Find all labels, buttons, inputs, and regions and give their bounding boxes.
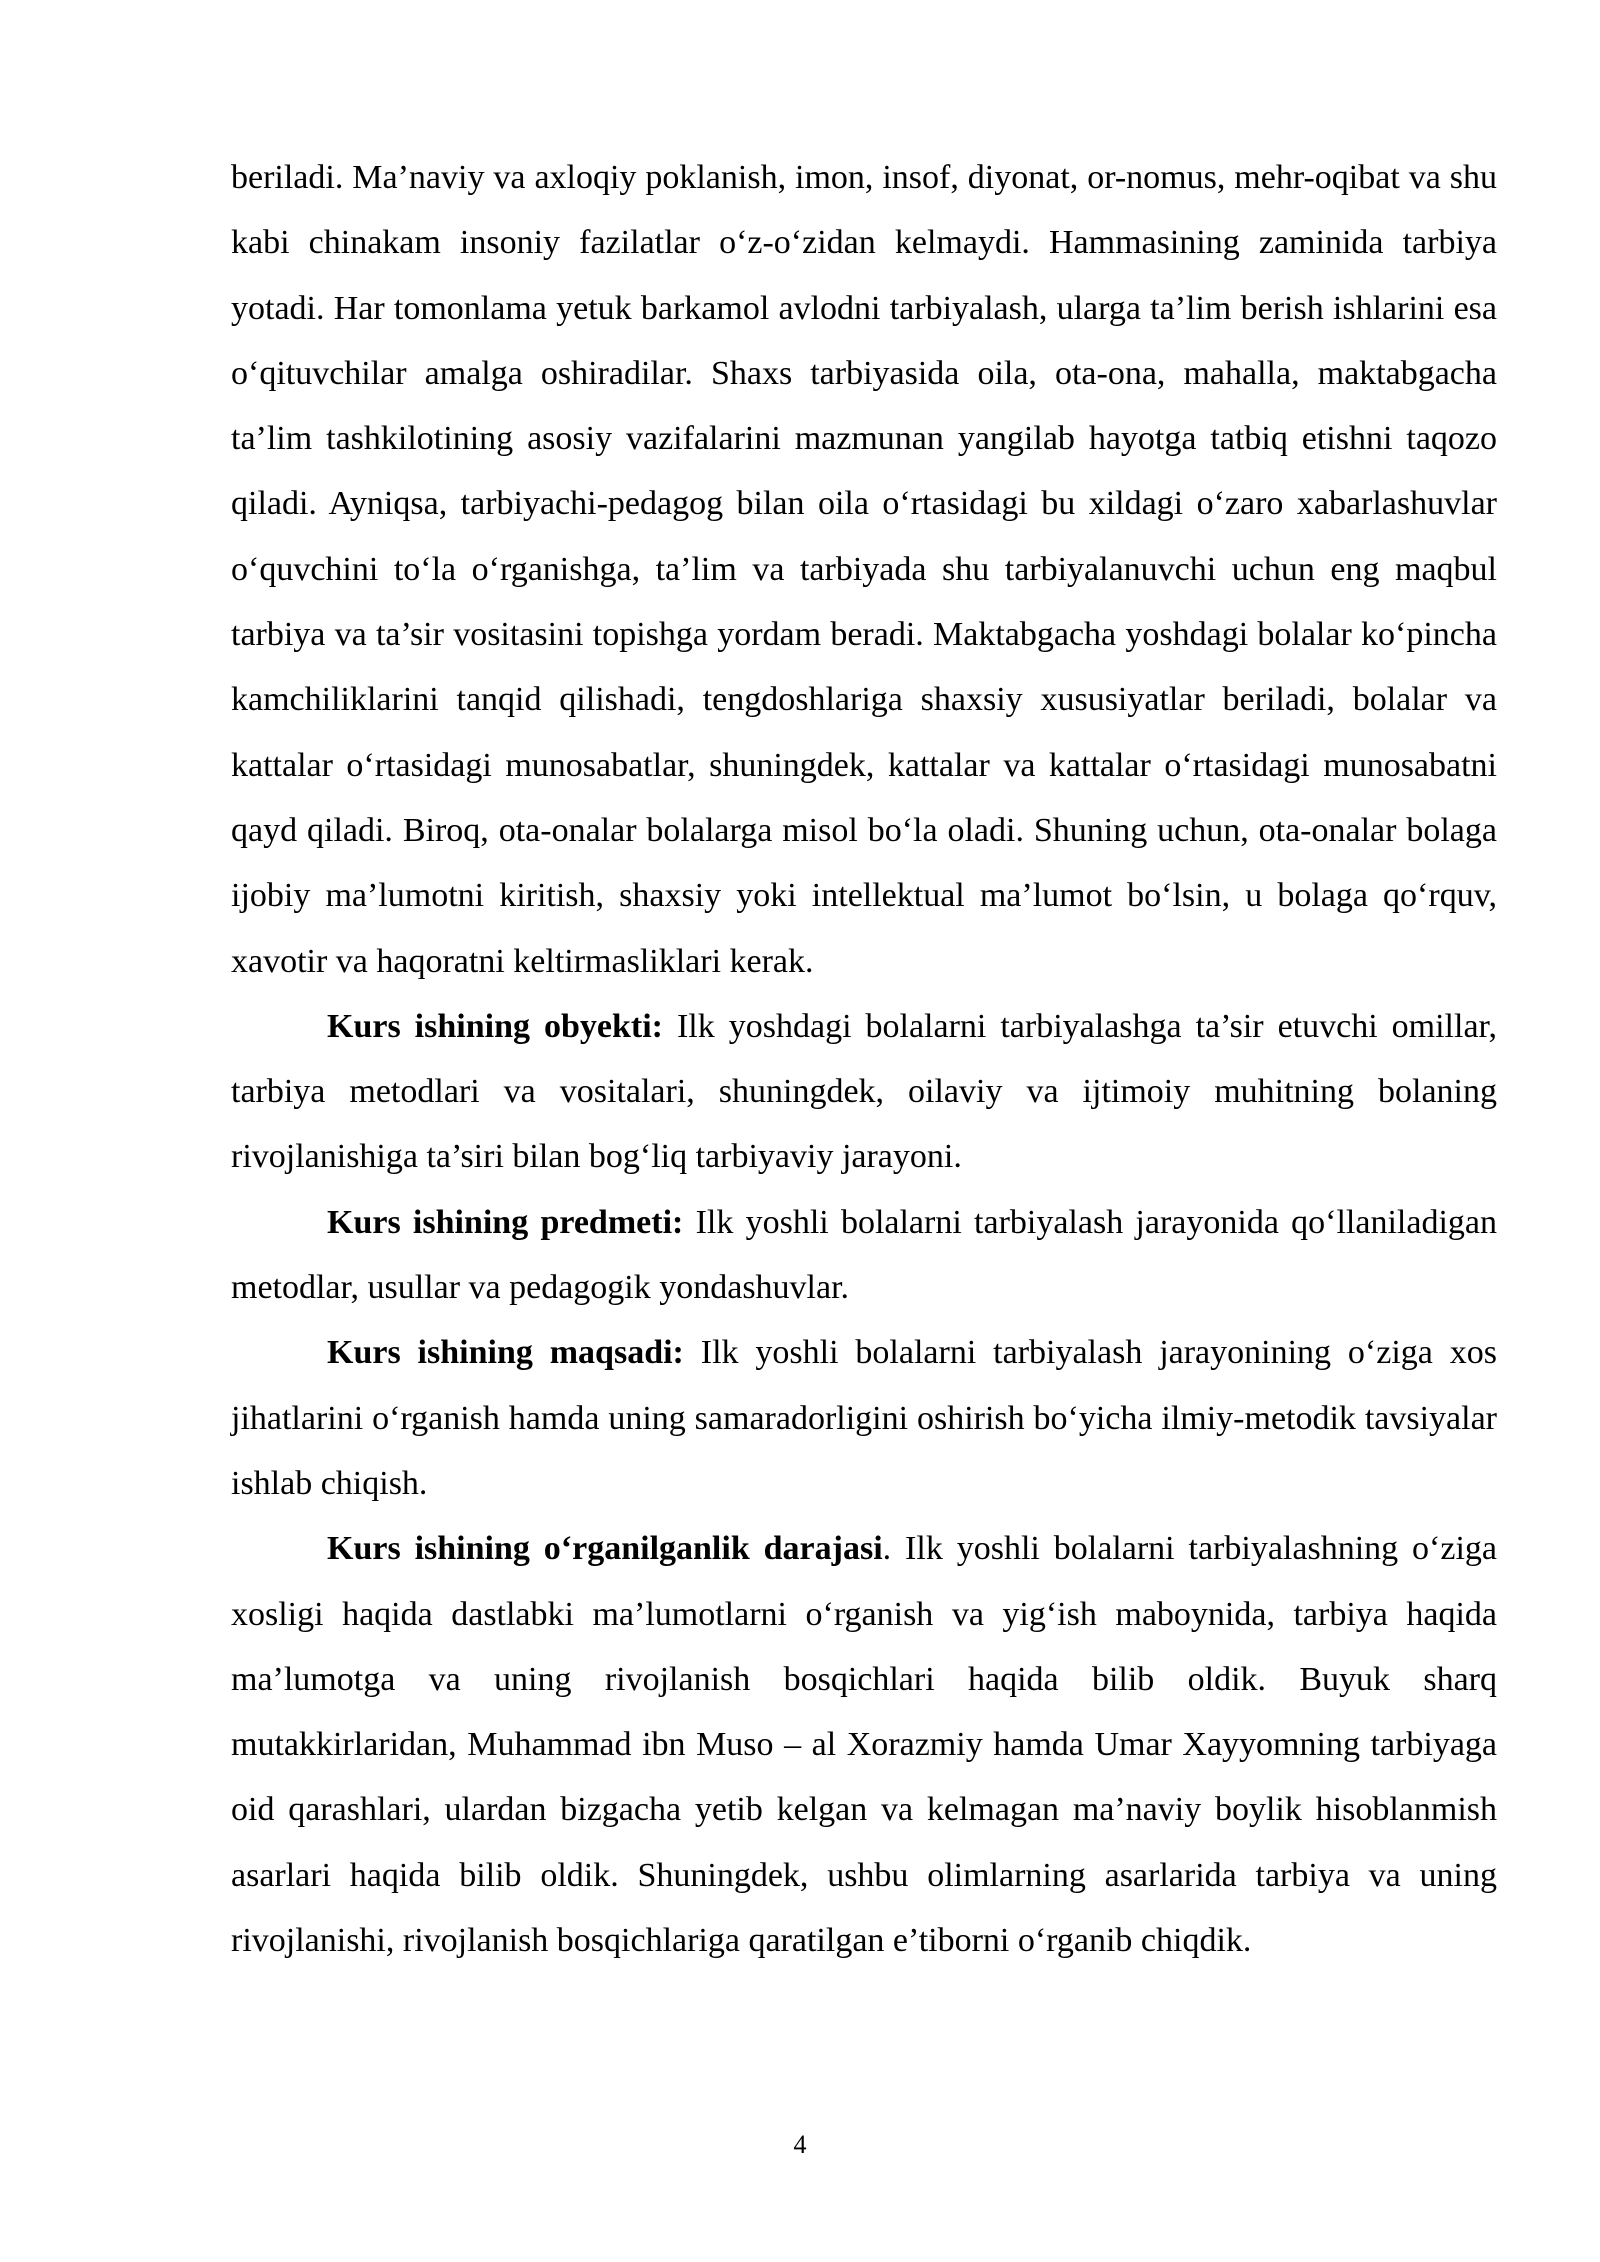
object-text: Ilk yoshdagi bolalarni tarbiyalashga ta’sir etuvchi omillar, tarbiya metodlari va vositalari, shuningdek, oilaviy va ijtimoiy muhitning bolaning rivojlanishiga ta’siri bilan bog‘liq tarbiyaviy jarayoni. xyxy=(231,1007,1498,1176)
study-level-text: . Ilk yoshli bolalarni tarbiyalashning o‘ziga xosligi haqida dastlabki ma’lumotlarni o‘rganish va yig‘ish maboynida, tarbiya haqida ma’lumotga va uning rivojlanish bosqichlari haqida bilib oldik. Buyuk sharq mutakkirlaridan, Muhammad ibn Muso – al Xorazmiy hamda Umar Xayyomning tarbiyaga oid qarashlari, ulardan bizgacha yetib kelgan va kelmagan ma’naviy boylik hisoblanmish asarlari haqida bilib oldik. Shuningdek, ushbu olimlarning asarlarida tarbiya va uning rivojlanishi, rivojlanish bosqichlariga qaratilgan e’tiborni o‘rganib chiqdik. xyxy=(231,1530,1497,1960)
study-level-heading: Kurs ishining o‘rganilganlik darajasi xyxy=(327,1530,883,1568)
paragraph-intro: beriladi. Ma’naviy va axloqiy poklanish, imon, insof, diyonat, or-nomus, mehr-oqibat va shu kabi chinakam insoniy fazilatlar o‘z-o‘zidan kelmaydi. Hammasining zaminida tarbiya yotadi. Har tomonlama yetuk barkamol avlodni tarbiyalash, ularga ta’lim berish ishlarini esa o‘qituvchilar amalga oshiradilar. Shaxs tarbiyasida oila, ota-ona, mahalla, maktabgacha ta’lim tashkilotining asosiy vazifalarini mazmunan yangilab hayotga tatbiq etishni taqozo qiladi. Ayniqsa, tarbiyachi-pedagog bilan oila o‘rtasidagi bu xildagi o‘zaro xabarlashuvlar o‘quvchini to‘la o‘rganishga, ta’lim va tarbiyada shu tarbiyalanuvchi uchun eng maqbul tarbiya va ta’sir vositasini topishga yordam beradi. Maktabgacha yoshdagi bolalar ko‘pincha kamchiliklarini tanqid qilishadi, tengdoshlariga shaxsiy xususiyatlar beriladi, bolalar va kattalar o‘rtasidagi munosabatlar, shuningdek, kattalar va kattalar o‘rtasidagi munosabatni qayd qiladi. Biroq, ota-onalar bolalarga misol bo‘la oladi. Shuning uchun, ota-onalar bolaga ijobiy ma’lumotni kiritish, shaxsiy yoki intellektual ma’lumot bo‘lsin, u bolaga qo‘rquv, xavotir va haqoratni keltirmasliklari kerak. xyxy=(231,159,1497,980)
paragraph-goal xyxy=(231,1320,1497,1516)
document-body xyxy=(231,145,1497,1973)
paragraph-subject xyxy=(231,1190,1497,1321)
subject-text: Ilk yoshli bolalarni tarbiyalash jarayonida qo‘llaniladigan metodlar, usullar va pedagogik yondashuvlar. xyxy=(231,1203,1497,1307)
goal-text: Ilk yoshli bolalarni tarbiyalash jarayonining o‘ziga xos jihatlarini o‘rganish hamda uning samaradorligini oshirish bo‘yicha ilmiy-metodik tavsiyalar ishlab chiqish. xyxy=(231,1334,1497,1502)
page-number: 4 xyxy=(793,2130,807,2159)
paragraph-object xyxy=(231,994,1497,1190)
paragraph-study-level xyxy=(231,1516,1497,1973)
subject-heading: Kurs ishining predmeti: xyxy=(327,1203,684,1241)
goal-heading: Kurs ishining maqsadi: xyxy=(327,1334,684,1372)
object-heading: Kurs ishining obyekti: xyxy=(327,1007,663,1045)
